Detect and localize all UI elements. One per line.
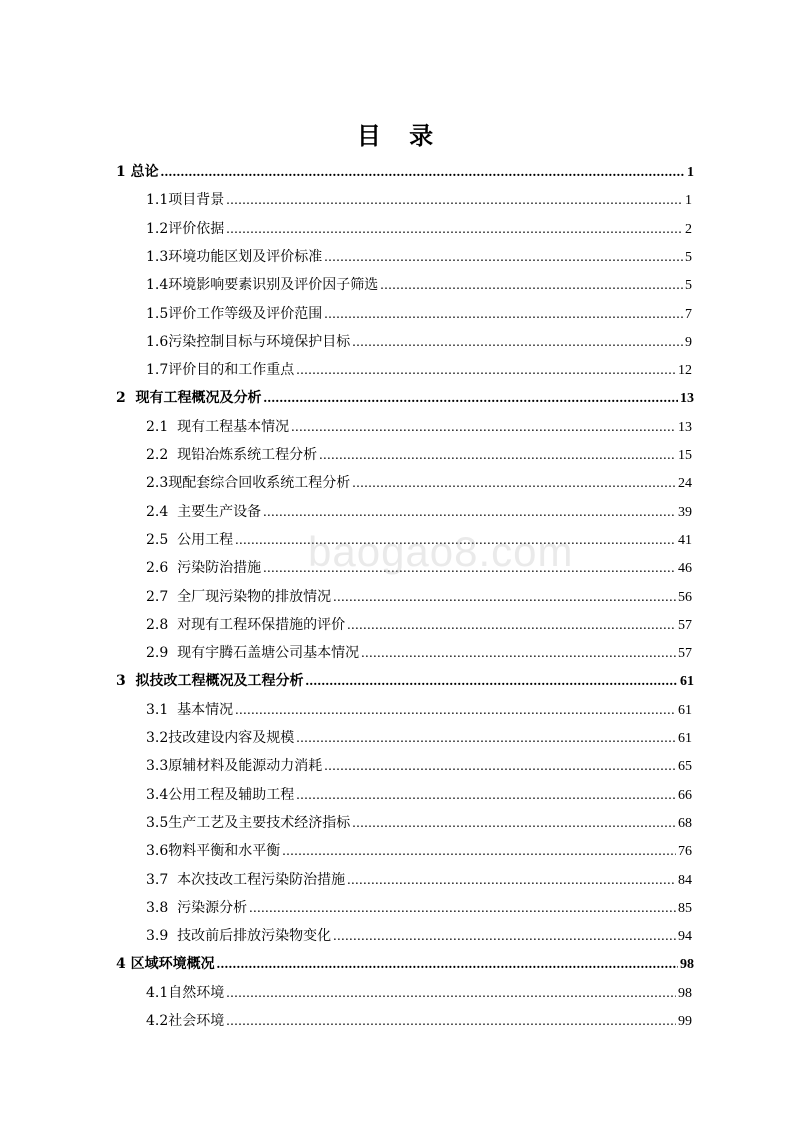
toc-entry[interactable] (146, 783, 692, 807)
toc-entry-page: 94 (678, 929, 692, 945)
toc-dot-leader (296, 359, 676, 383)
toc-dot-leader (264, 387, 679, 411)
toc-dot-leader (263, 557, 676, 581)
toc-entry-page: 98 (680, 957, 694, 973)
toc-dot-leader (226, 218, 683, 242)
toc-entry[interactable] (116, 386, 694, 410)
toc-entry-title: 1.5评价工作等级及评价范围 (146, 305, 323, 322)
toc-dot-leader (324, 755, 676, 779)
toc-entry-title: 1.2评价依据 (146, 220, 225, 237)
toc-entry-page: 1 (685, 193, 692, 209)
toc-entry-page: 68 (678, 815, 692, 831)
toc-entry-page: 5 (685, 278, 692, 294)
toc-entry-page: 41 (678, 532, 692, 548)
toc-dot-leader (235, 699, 676, 723)
toc-entry-page: 57 (678, 646, 692, 662)
toc-entry-title: 3.5生产工艺及主要技术经济指标 (146, 814, 351, 831)
toc-entry-title: 2.9 现有宇腾石盖塘公司基本情况 (146, 645, 360, 662)
toc-dot-leader (319, 444, 676, 468)
toc-entry[interactable] (146, 556, 692, 580)
toc-entry[interactable] (146, 613, 692, 637)
toc-entry-title: 2.3现配套综合回收系统工程分析 (146, 475, 351, 492)
toc-entry-title: 1.3环境功能区划及评价标准 (146, 248, 323, 265)
toc-entry-title: 3.7 本次技改工程污染防治措施 (146, 871, 346, 888)
toc-entry-title: 4.1自然环境 (146, 984, 225, 1001)
toc-entry-page: 1 (687, 165, 694, 180)
toc-entry-page: 57 (678, 617, 692, 633)
toc-entry-page: 15 (678, 448, 692, 463)
toc-dot-leader (380, 274, 683, 298)
toc-entry-title: 2.5 公用工程 (146, 531, 234, 548)
toc-dot-leader (249, 897, 676, 921)
toc-entry[interactable] (146, 245, 692, 269)
toc-entry-title: 1 总论 (116, 164, 159, 180)
toc-dot-leader (296, 784, 676, 808)
toc-dot-leader (324, 246, 683, 270)
toc-entry-page: 39 (678, 504, 692, 520)
toc-entry[interactable] (146, 358, 692, 382)
toc-dot-leader (235, 529, 676, 553)
toc-entry[interactable] (146, 330, 692, 354)
toc-dot-leader (226, 982, 676, 1006)
toc-entry[interactable] (146, 528, 692, 552)
toc-entry[interactable] (146, 698, 692, 722)
toc-dot-leader (226, 1010, 676, 1034)
toc-entry[interactable] (146, 726, 692, 750)
toc-entry-page: 76 (678, 844, 692, 860)
toc-entry-title: 3 拟技改工程概况及工程分析 (116, 673, 304, 690)
toc-dot-leader (361, 642, 676, 666)
toc-entry[interactable] (146, 641, 692, 665)
toc-dot-leader (291, 416, 676, 440)
toc-entry[interactable] (146, 868, 692, 892)
toc-dot-leader (352, 472, 676, 496)
toc-dot-leader (217, 953, 678, 977)
toc-dot-leader (161, 161, 685, 185)
toc-entry[interactable] (146, 500, 692, 524)
toc-entry-page: 13 (680, 391, 694, 407)
toc-entry-page: 5 (685, 249, 692, 265)
toc-entry-page: 66 (678, 787, 692, 803)
toc-entry[interactable] (116, 669, 694, 693)
toc-entry-title: 4.2社会环境 (146, 1013, 225, 1029)
toc-entry[interactable] (146, 188, 692, 212)
toc-entry-title: 3.4公用工程及辅助工程 (146, 786, 295, 803)
toc-entry-title: 2.8 对现有工程环保措施的评价 (146, 616, 346, 633)
watermark: baogao8.com (308, 528, 574, 575)
toc-entry-page: 84 (678, 872, 692, 888)
toc-entry-page: 13 (678, 419, 692, 435)
toc-entry-title: 2.4 主要生产设备 (146, 503, 262, 520)
toc-entry-page: 24 (678, 476, 692, 492)
toc-entry-title: 2.7 全厂现污染物的排放情况 (146, 588, 332, 605)
toc-entry-title: 1.1项目背景 (146, 192, 225, 209)
toc-entry[interactable] (146, 585, 692, 609)
toc-entry-page: 99 (678, 1014, 692, 1029)
toc-entry-title: 2.2 现铅冶炼系统工程分析 (146, 447, 318, 463)
toc-entry-title: 3.9 技改前后排放污染物变化 (146, 928, 332, 945)
toc-entry[interactable] (146, 1009, 692, 1033)
toc-entry-title: 3.8 污染源分析 (146, 899, 248, 916)
toc-entry-title: 3.6物料平衡和水平衡 (146, 843, 281, 860)
toc-entry[interactable] (146, 217, 692, 241)
toc-entry[interactable] (116, 952, 694, 976)
toc-entry-title: 3.1 基本情况 (146, 701, 234, 718)
toc-dot-leader (347, 614, 676, 638)
toc-entry-page: 61 (678, 731, 692, 746)
toc-entry-page: 46 (678, 561, 692, 577)
toc-entry[interactable] (146, 811, 692, 835)
toc-dot-leader (352, 812, 676, 836)
toc-entry[interactable] (146, 896, 692, 920)
toc-entry-page: 7 (685, 306, 692, 322)
toc-dot-leader (333, 925, 676, 949)
toc-entry-title: 2 现有工程概况及分析 (116, 390, 262, 407)
toc-dot-leader (347, 869, 676, 893)
toc-entry-title: 4 区域环境概况 (116, 956, 215, 973)
toc-entry-title: 3.2技改建设内容及规模 (146, 730, 295, 746)
toc-entry[interactable] (146, 302, 692, 326)
toc-entry[interactable] (146, 415, 692, 439)
toc-entry-title: 2.1 现有工程基本情况 (146, 418, 290, 435)
toc-dot-leader (263, 501, 676, 525)
toc-entry-page: 56 (678, 589, 692, 605)
toc-entry[interactable] (146, 839, 692, 863)
toc-dot-leader (226, 189, 683, 213)
toc-dot-leader (333, 586, 676, 610)
toc-dot-leader (324, 303, 683, 327)
toc-entry[interactable] (146, 981, 692, 1005)
toc-entry[interactable] (146, 443, 692, 467)
toc-entry-page: 61 (680, 674, 694, 690)
toc-entry-title: 3.3原辅材料及能源动力消耗 (146, 758, 323, 775)
toc-entry-page: 65 (678, 759, 692, 775)
toc-entry-title: 1.6污染控制目标与环境保护目标 (146, 333, 351, 350)
toc-entry[interactable] (146, 273, 692, 297)
toc-entry[interactable] (146, 924, 692, 948)
toc-entry[interactable] (116, 160, 694, 184)
toc-entry-page: 12 (678, 363, 692, 379)
toc-dot-leader (296, 727, 676, 751)
page-title: 目 录 (356, 121, 444, 150)
toc-entry[interactable] (146, 754, 692, 778)
toc-dot-leader (352, 331, 683, 355)
toc-entry-title: 1.7评价目的和工作重点 (146, 362, 295, 379)
toc-entry-page: 98 (678, 985, 692, 1001)
toc-entry-page: 2 (685, 221, 692, 237)
toc-dot-leader (282, 840, 676, 864)
toc-entry-title: 2.6 污染防治措施 (146, 560, 262, 577)
toc-entry-page: 85 (678, 900, 692, 916)
toc-entry-page: 9 (685, 334, 692, 350)
toc-entry[interactable] (146, 471, 692, 495)
toc-entry-title: 1.4环境影响要素识别及评价因子筛选 (146, 277, 379, 294)
toc-entry-page: 61 (678, 702, 692, 718)
toc-dot-leader (306, 670, 679, 694)
